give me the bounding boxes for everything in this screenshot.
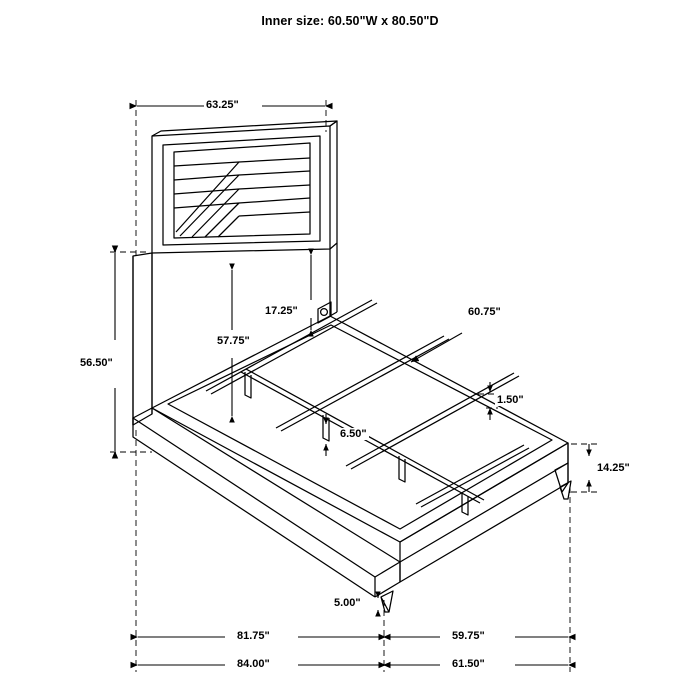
dimension-label-side-rail-length: 60.75" [468,306,501,318]
dimension-label-footboard-height: 14.25" [597,462,630,474]
dimension-label-center-support-height: 6.50" [340,428,367,440]
dimension-label-headboard-panel-height: 17.25" [265,305,298,317]
extension-lines [110,100,600,672]
dimension-label-slat-thickness: 1.50" [497,394,524,406]
dimension-label-overall-height: 56.50" [80,357,113,369]
dimension-label-overall-depth-left: 84.00" [237,658,270,670]
dimension-label-left-depth: 81.75" [237,630,270,642]
dimension-label-leg-height: 5.00" [334,597,361,609]
bed-outline [133,121,571,612]
dimension-label-headboard-height: 57.75" [217,335,250,347]
dimension-label-headboard-width: 63.25" [206,99,239,111]
dimension-label-overall-depth-right: 61.50" [452,658,485,670]
dimension-label-right-depth: 59.75" [452,630,485,642]
page-title: Inner size: 60.50"W x 80.50"D [261,14,439,28]
